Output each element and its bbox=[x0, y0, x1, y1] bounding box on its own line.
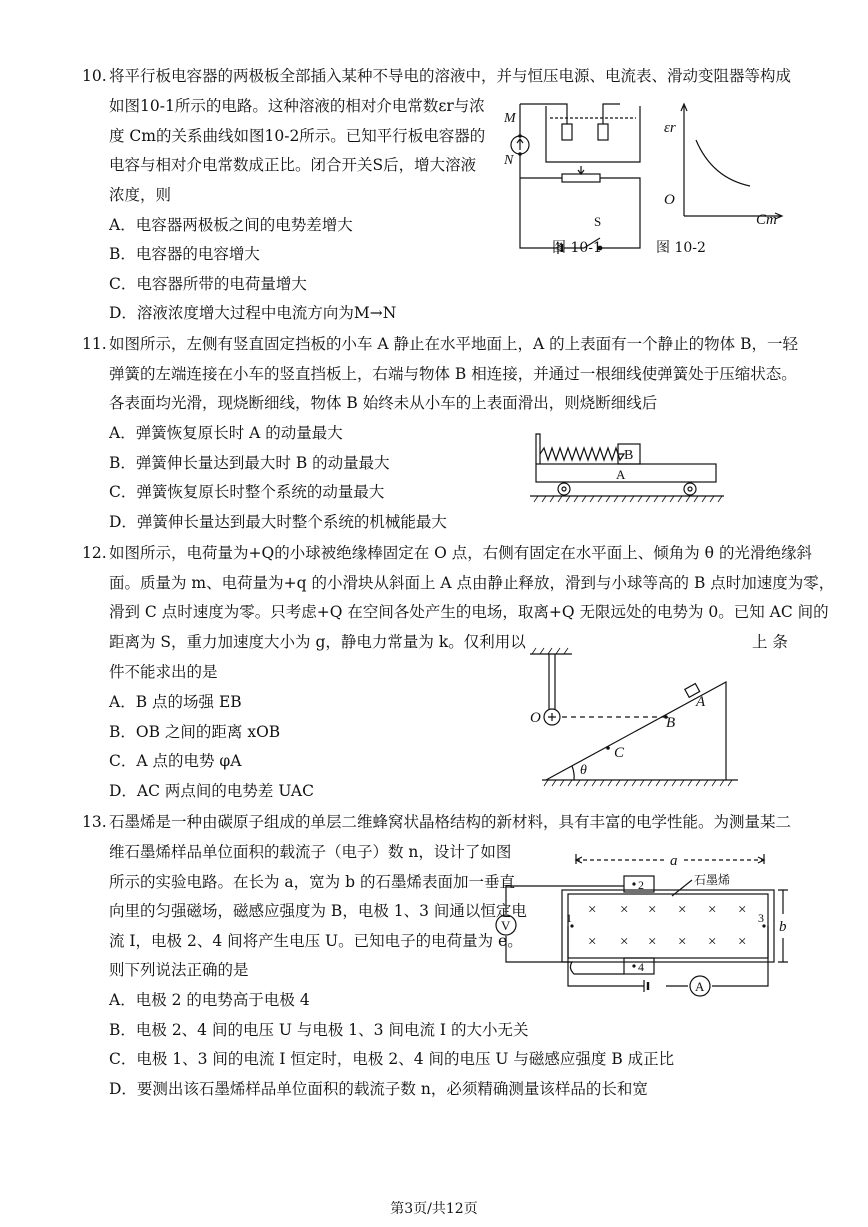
q11-stem-line: 如图所示，左侧有竖直固定挡板的小车 A 静止在水平地面上，A 的上表面有一个静止的物体 B，一轻 bbox=[109, 335, 798, 353]
q13-stem-line: 向里的匀强磁场，磁感应强度为 B，电极 1、3 间通以恒定电 bbox=[109, 902, 527, 920]
q12-stem-line: 上 条 bbox=[752, 633, 788, 651]
figure-12-incline bbox=[528, 648, 748, 788]
figure-13-graphene-circuit bbox=[496, 850, 791, 1000]
q13-option-c: C．电极 1、3 间的电流 I 恒定时，电极 2、4 间的电压 U 与磁感应强度 B 成正比 bbox=[109, 1050, 675, 1068]
label-n: N bbox=[504, 153, 514, 168]
q11-number: 11. bbox=[82, 335, 107, 353]
q12-option-d: D．AC 两点间的电势差 UAC bbox=[109, 782, 314, 800]
q10-option-d: D．溶液浓度增大过程中电流方向为M→N bbox=[109, 304, 397, 322]
magnetic-field-cross: × bbox=[648, 934, 657, 950]
label-point-c: C bbox=[614, 745, 625, 761]
label-electrode-1: 1 bbox=[566, 911, 572, 925]
magnetic-field-cross: × bbox=[738, 934, 747, 950]
figure-10-1-circuit bbox=[500, 98, 660, 258]
q12-stem-line: 面。质量为 m、电荷量为+q 的小滑块从斜面上 A 点由静止释放，滑到与小球等高的 B 点时加速度为零， bbox=[109, 574, 835, 592]
magnetic-field-cross: × bbox=[708, 934, 717, 950]
label-o: O bbox=[530, 710, 541, 726]
q11-stem-line: 弹簧的左端连接在小车的竖直挡板上，右端与物体 B 相连接，并通过一根细线使弹簧处于压缩状态。 bbox=[109, 365, 797, 383]
q13-option-d: D．要测出该石墨烯样品单位面积的载流子数 n，必须精确测量该样品的长和宽 bbox=[109, 1080, 648, 1098]
magnetic-field-cross: × bbox=[648, 902, 657, 918]
label-theta: θ bbox=[580, 763, 587, 778]
magnetic-field-cross: × bbox=[620, 902, 629, 918]
label-electrode-4: 4 bbox=[638, 960, 644, 974]
q13-stem-line: 石墨烯是一种由碳原子组成的单层二维蜂窝状晶格结构的新材料，具有丰富的电学性能。为测量某二 bbox=[109, 813, 792, 831]
label-epsilon: εr bbox=[664, 120, 676, 136]
q12-option-a: A．B 点的场强 EB bbox=[109, 693, 242, 711]
label-switch: S bbox=[594, 214, 602, 229]
q10-stem-line: 浓度，则 bbox=[109, 186, 172, 204]
label-cm: Cm bbox=[756, 212, 777, 228]
q10-option-c: C．电容器所带的电荷量增大 bbox=[109, 275, 307, 293]
magnetic-field-cross: × bbox=[678, 934, 687, 950]
q13-stem-line: 维石墨烯样品单位面积的载流子（电子）数 n，设计了如图 bbox=[109, 843, 512, 861]
magnetic-field-cross: × bbox=[738, 902, 747, 918]
label-length-a: a bbox=[670, 853, 678, 869]
magnetic-field-cross: × bbox=[708, 902, 717, 918]
q13-option-b: B．电极 2、4 间的电压 U 与电极 1、3 间电流 I 的大小无关 bbox=[109, 1021, 529, 1039]
figure-10-1-caption: 图 10-1 bbox=[552, 240, 602, 256]
label-point-b: B bbox=[666, 715, 676, 731]
label-origin: O bbox=[664, 192, 675, 208]
figure-11-cart bbox=[528, 430, 728, 510]
q10-option-b: B．电容器的电容增大 bbox=[109, 245, 260, 263]
q13-stem-line: 所示的实验电路。在长为 a，宽为 b 的石墨烯表面加一垂直 bbox=[109, 873, 515, 891]
q12-stem-line: 件不能求出的是 bbox=[109, 663, 218, 681]
magnetic-field-cross: × bbox=[588, 902, 597, 918]
q12-number: 12. bbox=[82, 544, 107, 562]
q12-stem-line: 距离为 S，重力加速度大小为 g，静电力常量为 k。仅利用以 bbox=[109, 633, 526, 651]
q10-stem-line: 电容与相对介电常数成正比。闭合开关S后，增大溶液 bbox=[109, 156, 477, 174]
label-graphene: 石墨烯 bbox=[694, 873, 731, 887]
label-electrode-3: 3 bbox=[758, 911, 764, 925]
q11-option-b: B．弹簧伸长量达到最大时 B 的动量最大 bbox=[109, 454, 390, 472]
ammeter-symbol: A bbox=[695, 979, 705, 994]
label-block-b: B bbox=[624, 448, 634, 463]
q10-option-a: A．电容器两极板之间的电势差增大 bbox=[109, 216, 353, 234]
q13-stem-line: 流 I，电极 2、4 间将产生电压 U。已知电子的电荷量为 e。 bbox=[109, 932, 523, 950]
magnetic-field-cross: × bbox=[620, 934, 629, 950]
q13-option-a: A．电极 2 的电势高于电极 4 bbox=[109, 991, 310, 1009]
q12-option-b: B．OB 之间的距离 xOB bbox=[109, 723, 281, 741]
q10-stem-line: 度 Cm的关系曲线如图10-2所示。已知平行板电容器的 bbox=[109, 127, 486, 145]
q13-stem-line: 则下列说法正确的是 bbox=[109, 961, 249, 979]
voltmeter-symbol: V bbox=[501, 918, 511, 933]
q12-stem-line: 如图所示，电荷量为+Q的小球被绝缘棒固定在 O 点，右侧有固定在水平面上、倾角为 θ 的光滑绝缘斜 bbox=[109, 544, 812, 562]
q12-stem-line: 滑到 C 点时速度为零。只考虑+Q 在空间各处产生的电场，取离+Q 无限远处的电势为 0。已知 AC 间的 bbox=[109, 603, 829, 621]
q13-number: 13. bbox=[82, 813, 107, 831]
q10-stem-line: 将平行板电容器的两极板全部插入某种不导电的溶液中，并与恒压电源、电流表、滑动变阻器等构成 bbox=[109, 67, 792, 85]
q11-stem-line: 各表面均光滑，现烧断细线，物体 B 始终未从小车的上表面滑出，则烧断细线后 bbox=[109, 394, 658, 412]
q10-number: 10. bbox=[82, 67, 107, 85]
figure-10-2-caption: 图 10-2 bbox=[656, 240, 706, 256]
concentration-curve bbox=[696, 140, 750, 186]
figure-10-2-graph bbox=[660, 98, 790, 228]
magnetic-field-cross: × bbox=[588, 934, 597, 950]
q10-stem-line: 如图10-1所示的电路。这种溶液的相对介电常数εr与浓 bbox=[109, 97, 485, 115]
label-electrode-2: 2 bbox=[638, 878, 644, 892]
page-footer: 第3页/共12页 bbox=[390, 1201, 478, 1217]
magnetic-field-cross: × bbox=[678, 902, 687, 918]
label-point-a: A bbox=[696, 694, 706, 710]
label-m: M bbox=[504, 111, 516, 126]
q11-option-d: D．弹簧伸长量达到最大时整个系统的机械能最大 bbox=[109, 513, 447, 531]
q12-option-c: C．A 点的电势 φA bbox=[109, 752, 242, 770]
label-width-b: b bbox=[779, 919, 787, 935]
label-cart-a: A bbox=[616, 467, 626, 482]
q11-option-c: C．弹簧恢复原长时整个系统的动量最大 bbox=[109, 483, 385, 501]
q11-option-a: A．弹簧恢复原长时 A 的动量最大 bbox=[109, 424, 343, 442]
